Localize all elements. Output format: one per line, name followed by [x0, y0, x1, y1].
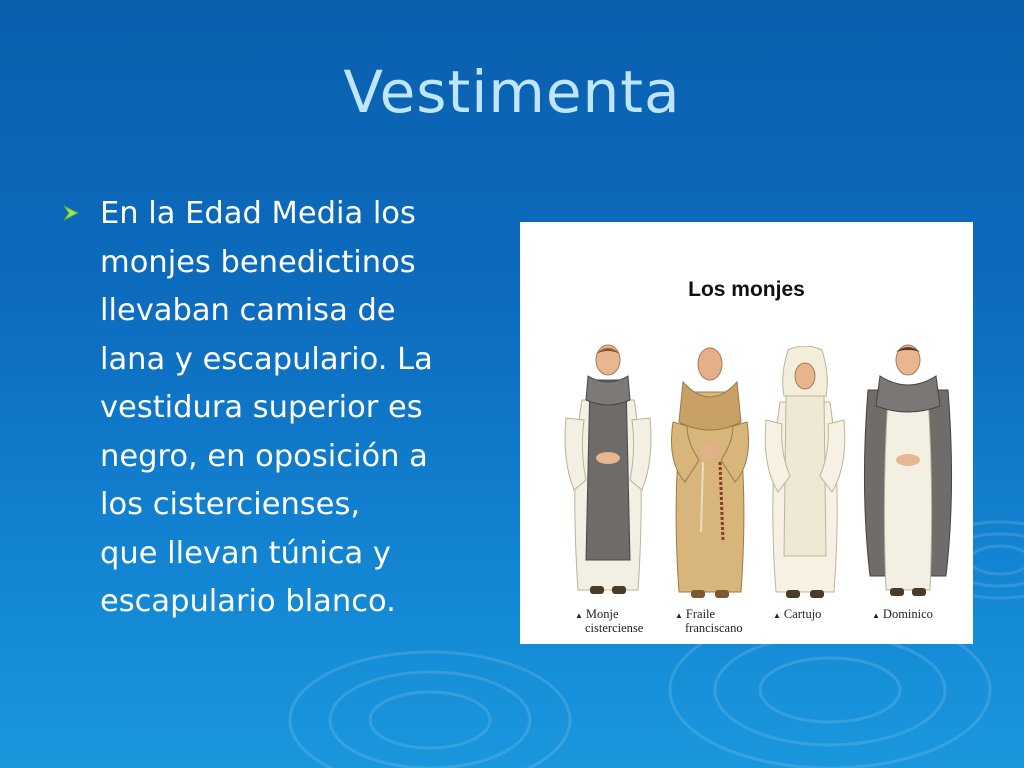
bullet-line: llevaban camisa de: [100, 293, 396, 328]
slide-title: Vestimenta: [343, 58, 681, 126]
triangle-marker-icon: ▲: [675, 611, 683, 620]
caption-carthusian: [773, 608, 821, 622]
franciscan-friar-figure: [665, 342, 755, 604]
caption-line: Cartujo: [783, 607, 822, 621]
dominican-friar-figure: [860, 340, 956, 604]
caption-line: Dominico: [882, 607, 933, 621]
bullet-line: lana y escapulario. La: [100, 341, 433, 377]
figure-title: Los monjes: [688, 278, 805, 301]
triangle-marker-icon: ▲: [575, 611, 583, 620]
cistercian-monk-figure: [560, 340, 656, 602]
triangle-marker-icon: ▲: [872, 611, 880, 620]
carthusian-monk-figure: [760, 346, 850, 604]
caption-line: Monje: [585, 607, 619, 621]
triangle-marker-icon: ▲: [773, 611, 781, 620]
monks-illustration: [520, 222, 973, 644]
caption-line: Fraile: [685, 607, 716, 621]
bullet-text: [100, 190, 433, 627]
caption-line: franciscano: [685, 621, 743, 635]
bullet-line: monjes benedictinos: [100, 244, 416, 280]
caption-line: cisterciense: [585, 621, 644, 635]
bullet-line: que llevan túnica y: [100, 535, 391, 571]
bullet-line: negro, en oposición a: [100, 438, 428, 474]
bullet-line: los cistercienses,: [100, 487, 361, 522]
bullet-line: En la Edad Media los: [100, 196, 416, 231]
bullet-line: escapulario blanco.: [100, 584, 396, 619]
caption-dominican: [872, 608, 933, 622]
arrow-bullet-icon: [62, 190, 100, 627]
caption-franciscan: [675, 608, 743, 635]
bullet-line: vestidura superior es: [100, 390, 423, 425]
caption-cistercian: [575, 608, 643, 635]
bullet-item: [62, 190, 512, 627]
